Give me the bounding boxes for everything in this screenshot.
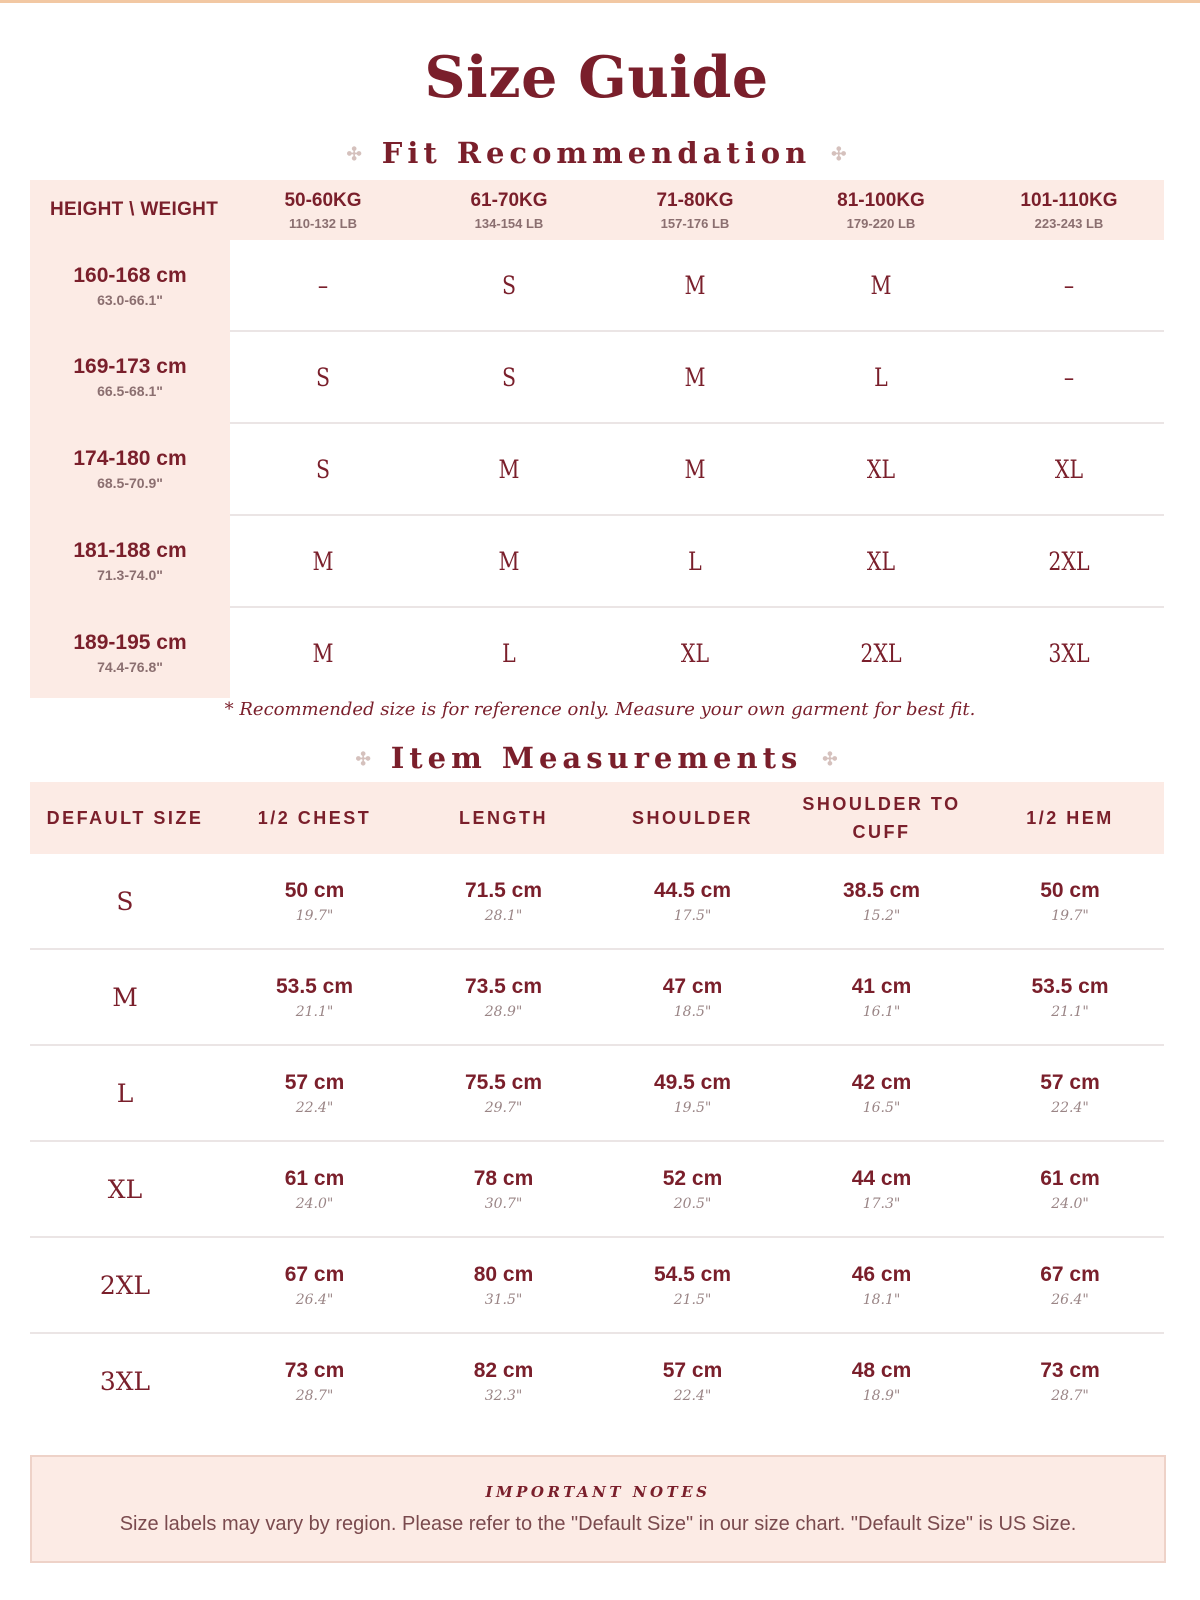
measurement-cell <box>976 1237 1164 1333</box>
measurement-cell <box>220 1237 409 1333</box>
height-inch: 74.4-76.8" <box>97 658 163 675</box>
column-header-half-hem: 1/2 HEM <box>976 782 1164 854</box>
measurement-cell <box>787 949 976 1045</box>
value-cm: 71.5 cm <box>464 878 543 902</box>
value-cm: 53.5 cm <box>275 974 354 998</box>
recommended-size: M <box>312 638 334 668</box>
weight-kg: 81-100KG <box>837 189 925 211</box>
fit-heading-text: Fit Recommendation <box>381 136 812 170</box>
value-cm: 61 cm <box>284 1166 345 1190</box>
value-cm: 44 cm <box>851 1166 912 1190</box>
recommended-size: 2XL <box>991 515 1147 607</box>
height-inch: 68.5-70.9" <box>97 475 163 491</box>
recommended-size: S <box>247 423 400 515</box>
measurement-cell <box>220 1045 409 1141</box>
recommended-size: 3XL <box>1048 638 1090 668</box>
column-header-shoulder: SHOULDER <box>598 782 787 854</box>
fit-header-row <box>30 180 1164 240</box>
value-inch: 17.5" <box>673 907 712 924</box>
value-cm: 44.5 cm <box>653 878 732 902</box>
column-header-default-size: DEFAULT SIZE <box>30 782 220 854</box>
measurement-cell <box>598 854 787 949</box>
value-inch: 19.7" <box>295 907 334 924</box>
weight-lb: 157-176 LB <box>660 215 730 231</box>
recommended-size: XL <box>991 423 1147 515</box>
size-label: S <box>30 854 220 949</box>
ornament-icon: ✣ <box>831 144 847 165</box>
value-cm: 67 cm <box>284 1262 345 1286</box>
value-inch: 18.1" <box>862 1291 901 1308</box>
measurement-row <box>30 1333 1164 1428</box>
column-header-half-chest: 1/2 CHEST <box>220 782 409 854</box>
height-inch: 63.0-66.1" <box>97 291 163 308</box>
weight-column-header <box>602 180 788 240</box>
fit-row <box>30 515 1164 607</box>
value-cm: 80 cm <box>473 1262 534 1286</box>
recommended-size: S <box>433 331 586 423</box>
important-notes-box <box>30 1455 1166 1563</box>
recommended-size: XL <box>805 423 958 515</box>
weight-kg: 71-80KG <box>656 189 734 211</box>
value-inch: 21.1" <box>1051 1003 1089 1020</box>
measurement-cell <box>787 1045 976 1141</box>
measurement-cell <box>976 1045 1164 1141</box>
value-cm: 42 cm <box>851 1070 912 1094</box>
measurement-cell <box>976 854 1164 949</box>
value-inch: 17.3" <box>862 1195 901 1212</box>
value-cm: 46 cm <box>851 1262 912 1286</box>
value-cm: 52 cm <box>662 1166 723 1190</box>
value-inch: 24.0" <box>1051 1195 1089 1212</box>
measurement-cell <box>409 949 598 1045</box>
height-cm: 189-195 cm <box>73 630 187 654</box>
value-inch: 22.4" <box>295 1099 334 1116</box>
value-cm: 57 cm <box>284 1070 345 1094</box>
value-cm: 54.5 cm <box>653 1262 732 1286</box>
value-inch: 18.5" <box>673 1003 712 1020</box>
weight-kg: 50-60KG <box>284 189 362 211</box>
recommended-size: M <box>805 240 958 331</box>
height-cm: 181-188 cm <box>73 539 187 562</box>
value-inch: 19.5" <box>673 1099 712 1116</box>
weight-column-header <box>974 180 1164 240</box>
value-inch: 15.2" <box>862 907 901 924</box>
recommended-size: M <box>619 331 772 423</box>
recommended-size: – <box>991 240 1147 331</box>
ornament-icon: ✣ <box>355 749 371 770</box>
recommended-size: M <box>433 423 586 515</box>
recommended-size: L <box>502 638 516 668</box>
measurement-cell <box>976 1333 1164 1428</box>
page-title: Size Guide <box>424 44 769 111</box>
item-measurements-heading <box>0 741 1193 775</box>
measurement-row <box>30 854 1164 949</box>
ornament-icon: ✣ <box>346 144 362 165</box>
item-measurements-table <box>30 782 1164 1428</box>
measurement-cell <box>220 854 409 949</box>
size-label: 2XL <box>30 1237 220 1333</box>
measurements-header-row <box>30 782 1164 854</box>
value-cm: 38.5 cm <box>842 878 921 902</box>
top-accent-line <box>0 0 1200 3</box>
value-cm: 73.5 cm <box>464 974 543 998</box>
measurement-cell <box>409 1141 598 1237</box>
measurement-row <box>30 1045 1164 1141</box>
measurement-cell <box>409 1045 598 1141</box>
size-label: L <box>30 1045 220 1141</box>
weight-kg: 101-110KG <box>1020 189 1118 211</box>
recommended-size: – <box>991 331 1147 423</box>
recommended-size: – <box>247 240 400 331</box>
height-row-header <box>30 331 230 423</box>
ornament-icon: ✣ <box>822 749 838 770</box>
measurement-cell <box>409 1237 598 1333</box>
measurement-cell <box>976 949 1164 1045</box>
value-cm: 78 cm <box>473 1166 534 1190</box>
value-cm: 57 cm <box>1040 1070 1100 1094</box>
value-cm: 57 cm <box>662 1358 723 1382</box>
value-cm: 50 cm <box>284 878 345 902</box>
measurement-cell <box>409 1333 598 1428</box>
height-weight-label: HEIGHT \ WEIGHT <box>30 180 230 240</box>
recommended-size: S <box>433 240 586 331</box>
value-inch: 18.9" <box>862 1387 901 1404</box>
value-cm: 75.5 cm <box>464 1070 543 1094</box>
measurement-row <box>30 1141 1164 1237</box>
important-notes-title: IMPORTANT NOTES <box>485 1483 711 1501</box>
height-inch: 71.3-74.0" <box>97 567 163 583</box>
height-inch: 66.5-68.1" <box>97 383 163 399</box>
measurement-cell <box>598 1333 787 1428</box>
value-inch: 26.4" <box>295 1291 334 1308</box>
value-cm: 61 cm <box>1040 1166 1100 1190</box>
value-inch: 28.7" <box>295 1387 334 1404</box>
measurement-cell <box>787 1237 976 1333</box>
value-inch: 16.1" <box>862 1003 901 1020</box>
height-row-header <box>30 607 230 698</box>
value-cm: 67 cm <box>1040 1262 1100 1286</box>
measurement-cell <box>598 1237 787 1333</box>
value-inch: 31.5" <box>484 1291 523 1308</box>
measurement-cell <box>787 1141 976 1237</box>
measurement-row <box>30 1237 1164 1333</box>
fit-row <box>30 607 1164 698</box>
measurement-cell <box>976 1141 1164 1237</box>
measurement-cell <box>409 854 598 949</box>
value-cm: 47 cm <box>662 974 723 998</box>
height-row-header <box>30 515 230 607</box>
fit-row <box>30 331 1164 423</box>
measurements-heading-text: Item Measurements <box>390 741 803 775</box>
height-cm: 169-173 cm <box>73 355 187 378</box>
weight-lb: 223-243 LB <box>1034 215 1104 231</box>
value-inch: 26.4" <box>1051 1291 1089 1308</box>
height-cm: 174-180 cm <box>73 447 187 470</box>
value-cm: 49.5 cm <box>653 1070 732 1094</box>
recommended-size: S <box>247 331 400 423</box>
value-inch: 19.7" <box>1051 907 1089 924</box>
value-inch: 28.1" <box>484 907 523 924</box>
weight-kg: 61-70KG <box>470 189 548 211</box>
column-header-shoulder-to-cuff: SHOULDER TO CUFF <box>787 782 976 854</box>
fit-row <box>30 240 1164 331</box>
recommended-size: 2XL <box>860 638 902 668</box>
value-inch: 29.7" <box>484 1099 523 1116</box>
recommended-size: M <box>433 515 586 607</box>
fit-disclaimer-note: * Recommended size is for reference only. Measure your own garment for best fit. <box>224 699 976 720</box>
size-label: 3XL <box>99 1366 151 1396</box>
value-cm: 41 cm <box>851 974 912 998</box>
recommended-size: M <box>619 423 772 515</box>
weight-column-header <box>230 180 416 240</box>
measurement-cell <box>598 949 787 1045</box>
weight-column-header <box>416 180 602 240</box>
value-inch: 24.0" <box>295 1195 334 1212</box>
value-inch: 28.9" <box>484 1003 523 1020</box>
value-inch: 16.5" <box>862 1099 901 1116</box>
value-inch: 21.5" <box>673 1291 712 1308</box>
recommended-size: M <box>247 515 400 607</box>
fit-recommendation-table <box>30 180 1164 698</box>
value-cm: 82 cm <box>473 1358 534 1382</box>
height-row-header <box>30 240 230 331</box>
weight-lb: 110-132 LB <box>289 215 357 231</box>
value-inch: 21.1" <box>295 1003 334 1020</box>
value-inch: 32.3" <box>484 1387 523 1404</box>
value-cm: 73 cm <box>1040 1358 1100 1382</box>
recommended-size: L <box>619 515 772 607</box>
weight-lb: 179-220 LB <box>846 215 916 231</box>
weight-lb: 134-154 LB <box>474 215 544 231</box>
value-cm: 53.5 cm <box>1031 974 1109 998</box>
recommended-size: L <box>805 331 958 423</box>
measurement-cell <box>220 949 409 1045</box>
measurement-cell <box>787 854 976 949</box>
important-notes-text: Size labels may vary by region. Please refer to the "Default Size" in our size chart. "Default Size" is US Size. <box>119 1513 1077 1535</box>
measurement-cell <box>598 1141 787 1237</box>
column-header-length: LENGTH <box>409 782 598 854</box>
fit-recommendation-heading <box>0 136 1193 170</box>
value-inch: 28.7" <box>1051 1387 1089 1404</box>
measurement-cell <box>220 1141 409 1237</box>
measurement-cell <box>598 1045 787 1141</box>
value-cm: 50 cm <box>1040 878 1100 902</box>
value-inch: 20.5" <box>673 1195 712 1212</box>
recommended-size: XL <box>805 515 958 607</box>
value-inch: 22.4" <box>673 1387 712 1404</box>
height-row-header <box>30 423 230 515</box>
measurement-row <box>30 949 1164 1045</box>
recommended-size: M <box>619 240 772 331</box>
size-label: XL <box>30 1141 220 1237</box>
value-inch: 30.7" <box>484 1195 523 1212</box>
weight-column-header <box>788 180 974 240</box>
value-cm: 48 cm <box>851 1358 912 1382</box>
measurement-cell <box>787 1333 976 1428</box>
value-inch: 22.4" <box>1051 1099 1089 1116</box>
recommended-size: XL <box>680 638 710 668</box>
measurement-cell <box>220 1333 409 1428</box>
value-cm: 73 cm <box>284 1358 345 1382</box>
height-cm: 160-168 cm <box>73 263 187 287</box>
size-label: M <box>30 949 220 1045</box>
fit-row <box>30 423 1164 515</box>
